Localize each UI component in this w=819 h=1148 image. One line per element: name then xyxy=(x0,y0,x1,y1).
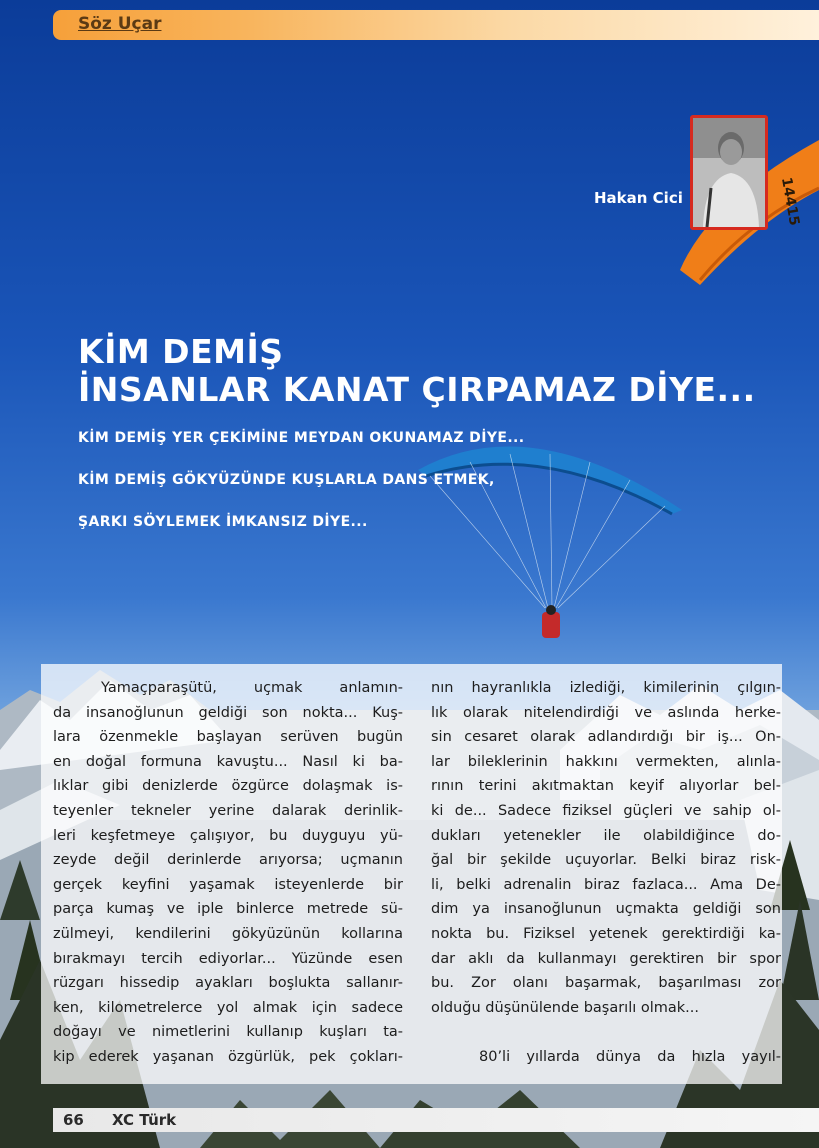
text-line xyxy=(431,1020,781,1045)
text-line: rüzgarı hissedip ayakları boşlukta sallanır- xyxy=(53,975,403,992)
text-line: teyenler tekneler yerine dalarak derinlik- xyxy=(53,802,403,819)
text-line: doğayı ve nimetlerini kullanıp kuşları ta- xyxy=(53,1024,403,1041)
subtitle-line-1: KİM DEMİŞ YER ÇEKİMİNE MEYDAN OKUNAMAZ DİYE... xyxy=(78,430,525,446)
text-line: zülmeyi, kendilerini gökyüzünün kollarına xyxy=(53,925,403,942)
text-line: kip ederek yaşanan özgürlük, pek çokları- xyxy=(53,1048,403,1065)
article-title-line-2: İNSANLAR KANAT ÇIRPAMAZ DİYE... xyxy=(78,370,756,409)
text-line: parça kumaş ve iple binlerce metrede sü- xyxy=(53,901,403,918)
article-title-line-1: KİM DEMİŞ xyxy=(78,332,284,371)
text-line: lık olarak nitelendirdiği ve aslında herke- xyxy=(431,704,781,721)
text-line: ğal bir şekilde uçuyorlar. Belki biraz risk- xyxy=(431,852,781,869)
subtitle-line-3: ŞARKI SÖYLEMEK İMKANSIZ DİYE... xyxy=(78,514,368,530)
text-line: lıklar gibi denizlerde özgürce dolaşmak is- xyxy=(53,778,403,795)
article-column-1 xyxy=(53,676,403,1070)
text-line: 80’li yıllarda dünya da hızla yayıl- xyxy=(479,1048,781,1065)
text-line: li, belki adrenalin biraz fazlaca... Ama De- xyxy=(431,876,781,893)
text-line: ki de... Sadece fiziksel güçleri ve sahip ol- xyxy=(431,802,781,819)
text-line: gerçek keyfini yaşamak isteyenlerde bir xyxy=(53,876,403,893)
text-line: dukları yetenekler ile olabildiğince do- xyxy=(431,827,781,844)
author-name: Hakan Cici xyxy=(594,189,683,207)
author-photo xyxy=(690,115,768,230)
text-line: nokta bu. Fiziksel yetenek gerektirdiği ka- xyxy=(431,925,781,942)
text-line: dim ya insanoğlunun uçmakta geldiği son xyxy=(431,901,781,918)
subtitle-line-2: KİM DEMİŞ GÖKYÜZÜNDE KUŞLARLA DANS ETMEK, xyxy=(78,472,495,488)
text-line: sin cesaret olarak adlandırdığı bir iş... On- xyxy=(431,729,781,746)
wing-number: 14415 xyxy=(777,176,803,227)
section-title: Söz Uçar xyxy=(78,14,162,34)
text-line: en doğal formuna kavuştu... Nasıl ki ba- xyxy=(53,753,403,770)
text-line: zeyde değil derinlerde arıyorsa; uçmanın xyxy=(53,852,403,869)
section-header-bar xyxy=(53,10,819,40)
portrait-image xyxy=(693,118,765,227)
paraglider-image xyxy=(410,418,690,648)
page-number: 66 xyxy=(63,1111,84,1129)
text-line: ken, kilometrelerce yol almak için sadece xyxy=(53,999,403,1016)
text-line: rının terini akıtmaktan keyif alıyorlar bel- xyxy=(431,778,781,795)
text-line: da insanoğlunun geldiği son nokta... Kuş- xyxy=(53,704,403,721)
article-column-2 xyxy=(431,676,781,1070)
text-line: olduğu düşünülende başarılı olmak... xyxy=(431,999,700,1016)
text-line: Yamaçparaşütü, uçmak anlamın- xyxy=(101,680,403,696)
text-line: bırakmayı tercih ediyorlar... Yüzünde esen xyxy=(53,950,403,967)
text-line: nın hayranlıkla izlediği, kimilerinin çılgın- xyxy=(431,680,781,696)
text-line: leri keşfetmeye çalışıyor, bu duyguyu yü- xyxy=(53,827,403,844)
magazine-name: XC Türk xyxy=(112,1111,177,1129)
text-line: dar aklı da kullanmayı gerektiren bir spor xyxy=(431,950,781,967)
text-line: lara özenmekle başlayan serüven bugün xyxy=(53,729,403,746)
text-line: bu. Zor olanı başarmak, başarılması zor xyxy=(431,975,781,992)
text-line: lar bileklerinin hakkını vermekten, alınla- xyxy=(431,753,781,770)
